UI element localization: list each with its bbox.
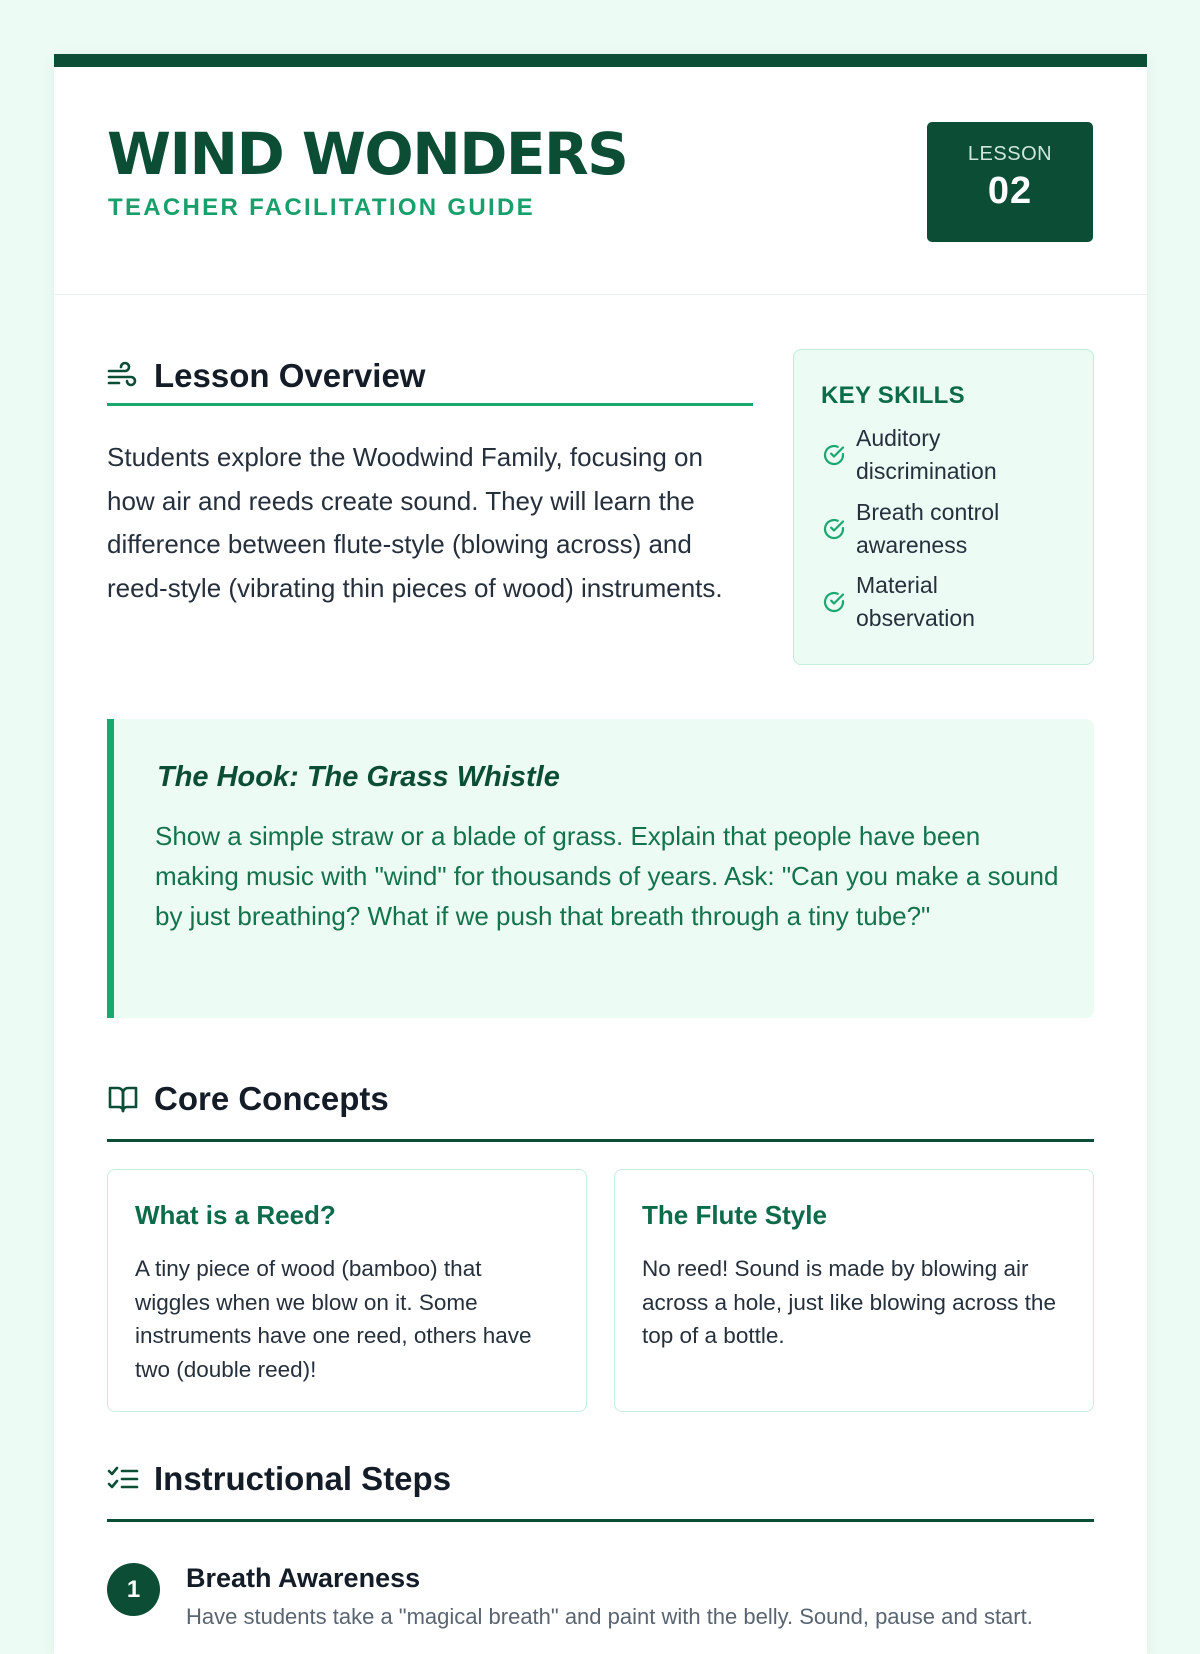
key-skills-heading: KEY SKILLS	[821, 382, 965, 409]
overview-heading: Lesson Overview	[154, 357, 426, 394]
step-number-badge: 1	[107, 1563, 160, 1616]
skill-label: Breath control awareness	[856, 499, 1000, 558]
skill-item	[821, 569, 1046, 635]
step-text: Have students take a "magical breath" and paint with the belly. Sound, pause and start.	[186, 1604, 1033, 1629]
check-circle-icon	[821, 589, 847, 615]
concept-card-title: The Flute Style	[642, 1200, 827, 1230]
check-circle-icon	[821, 516, 847, 542]
concept-card-text: A tiny piece of wood (bamboo) that wiggles when we blow on it. Some instruments have one reed, others have two (double reed)!	[135, 1256, 532, 1382]
instruction-step	[107, 1563, 1094, 1643]
skill-label: Auditory discrimination	[856, 425, 997, 484]
guide-title: WIND WONDERS	[107, 120, 628, 188]
guide-header	[54, 67, 1147, 295]
lesson-guide-page	[54, 54, 1147, 1654]
skill-item	[821, 422, 1046, 488]
wind-icon	[107, 360, 139, 392]
steps-heading: Instructional Steps	[154, 1460, 452, 1497]
concept-card-text: No reed! Sound is made by blowing air across a hole, just like blowing across the top of a bottle.	[642, 1256, 1056, 1348]
skill-label: Material observation	[856, 572, 975, 631]
concept-card-reed	[107, 1169, 587, 1412]
list-checks-icon	[107, 1463, 139, 1495]
lesson-number: 02	[987, 170, 1033, 212]
book-open-icon	[107, 1083, 139, 1115]
concept-card-title: What is a Reed?	[135, 1200, 336, 1230]
step-title: Breath Awareness	[186, 1563, 421, 1593]
overview-divider	[107, 403, 753, 406]
hook-title: The Hook: The Grass Whistle	[157, 761, 560, 793]
lesson-badge	[927, 122, 1093, 242]
skill-item	[821, 496, 1046, 562]
steps-divider	[107, 1519, 1094, 1522]
check-circle-icon	[821, 442, 847, 468]
steps-heading-row	[107, 1460, 451, 1498]
guide-subtitle: TEACHER FACILITATION GUIDE	[108, 194, 535, 221]
core-concepts-divider	[107, 1139, 1094, 1142]
overview-heading-row	[107, 357, 425, 395]
hook-text: Show a simple straw or a blade of grass. Explain that people have been making music with "wind" for thousands of years. Ask: "Can you make a sound by just breathing? What if we push that breath through a tiny tube?"	[155, 821, 1059, 931]
hook-callout	[107, 719, 1094, 1018]
concept-card-flute	[614, 1169, 1094, 1412]
lesson-label: LESSON	[967, 143, 1053, 165]
core-concepts-heading-row	[107, 1080, 389, 1118]
key-skills-box	[793, 349, 1094, 665]
overview-text: Students explore the Woodwind Family, focusing on how air and reeds create sound. They will learn the difference between flute-style (blowing across) and reed-style (vibrating thin pieces of wood) instruments.	[107, 442, 723, 603]
core-concepts-heading: Core Concepts	[154, 1080, 389, 1117]
